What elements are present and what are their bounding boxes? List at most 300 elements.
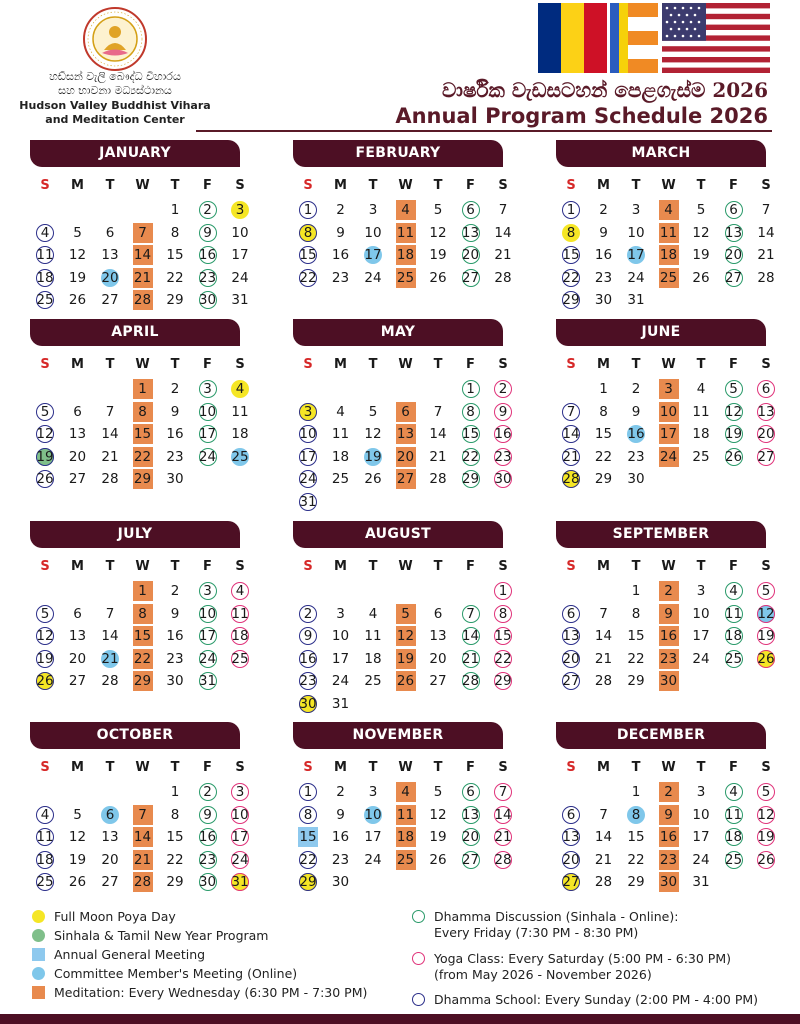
day-number: 20 xyxy=(562,851,580,868)
weekday-header: T xyxy=(696,357,706,372)
weekday-header: T xyxy=(631,760,641,775)
legend-item xyxy=(32,966,297,982)
day-cell xyxy=(488,603,518,625)
day-number: 19 xyxy=(36,650,54,667)
day-cell xyxy=(63,267,93,289)
day-number: 10 xyxy=(198,605,217,622)
day-number: 17 xyxy=(198,628,217,644)
day-number: 9 xyxy=(303,628,313,644)
day-number: 10 xyxy=(627,224,645,241)
day-cell xyxy=(589,423,619,445)
day-number: 28 xyxy=(133,292,152,308)
day-cell xyxy=(686,826,716,848)
day-cell xyxy=(30,222,60,244)
day-number: 26 xyxy=(757,851,775,868)
day-number: 30 xyxy=(166,673,184,689)
day-number: 19 xyxy=(396,650,415,667)
day-cell xyxy=(358,199,388,221)
day-cell xyxy=(391,244,421,266)
day-number: 7 xyxy=(105,605,115,622)
day-cell xyxy=(225,603,255,625)
day-cell xyxy=(95,446,125,468)
day-cell xyxy=(225,826,255,848)
day-cell xyxy=(654,781,684,803)
day-cell xyxy=(225,625,255,647)
day-cell xyxy=(751,378,781,400)
day-number: 12 xyxy=(757,806,775,823)
day-cell xyxy=(488,267,518,289)
day-number: 8 xyxy=(303,806,313,823)
day-number: 28 xyxy=(757,269,775,286)
legend-symbol-lgreen xyxy=(32,929,45,942)
day-cell xyxy=(293,401,323,423)
day-cell xyxy=(391,446,421,468)
day-number: 28 xyxy=(594,673,613,689)
day-number: 2 xyxy=(631,381,641,397)
day-cell xyxy=(589,222,619,244)
day-cell xyxy=(128,648,158,670)
day-cell xyxy=(621,401,651,423)
day-cell xyxy=(751,648,781,670)
day-number: 20 xyxy=(461,247,480,263)
day-cell xyxy=(293,468,323,490)
day-number: 15 xyxy=(166,247,184,263)
month-title: AUGUST xyxy=(293,521,503,548)
day-cell xyxy=(193,781,223,803)
day-cell xyxy=(95,670,125,692)
day-cell xyxy=(293,625,323,647)
day-number: 20 xyxy=(757,426,775,442)
day-cell xyxy=(456,378,486,400)
day-cell xyxy=(225,849,255,871)
day-cell xyxy=(423,423,453,445)
day-cell xyxy=(293,648,323,670)
day-cell xyxy=(488,804,518,826)
weekday-header: T xyxy=(105,559,115,574)
day-number: 21 xyxy=(494,829,512,845)
day-number: 14 xyxy=(757,224,775,241)
day-number: 12 xyxy=(396,628,415,644)
day-cell xyxy=(556,267,586,289)
day-number: 6 xyxy=(433,605,443,622)
day-cell xyxy=(621,781,651,803)
day-number: 24 xyxy=(364,269,382,286)
weekday-header: S xyxy=(498,559,508,574)
day-cell xyxy=(128,289,158,311)
day-cell xyxy=(160,378,190,400)
day-cell xyxy=(621,804,651,826)
weekday-header: T xyxy=(368,559,378,574)
day-number: 17 xyxy=(198,426,217,442)
day-cell xyxy=(160,648,190,670)
day-number: 9 xyxy=(170,605,180,622)
day-cell xyxy=(358,446,388,468)
month-december xyxy=(556,722,775,894)
day-number: 27 xyxy=(562,673,580,689)
day-number: 7 xyxy=(498,202,508,218)
day-cell xyxy=(719,603,749,625)
day-cell xyxy=(358,222,388,244)
day-number: 31 xyxy=(198,673,217,689)
day-cell xyxy=(225,446,255,468)
legend-symbol-yellow xyxy=(32,910,45,923)
day-number: 16 xyxy=(331,829,350,845)
day-number: 3 xyxy=(203,381,212,397)
day-cell xyxy=(63,849,93,871)
day-number: 18 xyxy=(231,628,249,644)
day-cell xyxy=(128,603,158,625)
legend-item xyxy=(32,985,367,1001)
weekday-header: F xyxy=(729,760,738,775)
day-cell xyxy=(556,244,586,266)
day-cell xyxy=(358,625,388,647)
day-cell xyxy=(423,222,453,244)
day-cell xyxy=(326,401,356,423)
weekday-header: T xyxy=(696,178,706,193)
day-number: 27 xyxy=(461,269,480,286)
day-number: 16 xyxy=(198,829,217,845)
day-number: 13 xyxy=(562,628,580,644)
day-cell xyxy=(621,199,651,221)
day-cell xyxy=(751,401,781,423)
weekday-header: F xyxy=(729,357,738,372)
day-cell xyxy=(556,199,586,221)
day-cell xyxy=(225,423,255,445)
day-number: 1 xyxy=(599,381,608,397)
day-cell xyxy=(719,401,749,423)
day-cell xyxy=(423,826,453,848)
day-number: 18 xyxy=(724,628,743,644)
day-number: 25 xyxy=(36,874,54,890)
day-number: 12 xyxy=(429,224,447,241)
day-number: 5 xyxy=(368,403,378,420)
day-cell xyxy=(358,781,388,803)
header-divider xyxy=(196,130,772,132)
day-cell xyxy=(686,804,716,826)
day-cell xyxy=(719,648,749,670)
day-number: 4 xyxy=(696,381,706,397)
day-number: 8 xyxy=(566,224,576,241)
day-number: 22 xyxy=(166,851,184,868)
day-cell xyxy=(589,871,619,893)
day-number: 7 xyxy=(599,806,608,823)
day-cell xyxy=(423,849,453,871)
day-cell xyxy=(556,826,586,848)
day-number: 7 xyxy=(105,403,115,420)
day-number: 7 xyxy=(138,806,147,823)
day-cell xyxy=(358,826,388,848)
day-number: 30 xyxy=(494,471,512,487)
day-number: 17 xyxy=(364,247,382,263)
day-cell xyxy=(128,468,158,490)
day-number: 2 xyxy=(599,202,608,218)
day-cell xyxy=(589,446,619,468)
day-number: 3 xyxy=(336,605,345,622)
day-number: 17 xyxy=(692,628,710,644)
day-cell xyxy=(293,491,323,513)
day-cell xyxy=(654,670,684,692)
day-number: 16 xyxy=(594,247,613,263)
day-cell xyxy=(128,378,158,400)
weekday-header: F xyxy=(203,357,212,372)
day-number: 19 xyxy=(364,448,382,465)
day-number: 25 xyxy=(231,448,249,465)
day-number: 8 xyxy=(631,605,641,622)
day-number: 11 xyxy=(692,403,710,420)
day-number: 22 xyxy=(494,650,512,667)
day-cell xyxy=(488,670,518,692)
day-cell xyxy=(193,199,223,221)
legend-item xyxy=(412,992,758,1008)
day-number: 4 xyxy=(368,605,378,622)
day-number: 4 xyxy=(401,784,410,800)
day-cell xyxy=(556,625,586,647)
day-cell xyxy=(326,826,356,848)
day-cell xyxy=(686,267,716,289)
legend-text: (from May 2026 - November 2026) xyxy=(434,967,652,982)
day-number: 21 xyxy=(429,448,447,465)
day-number: 22 xyxy=(133,650,152,667)
day-number: 12 xyxy=(36,628,54,644)
legend-text: Sinhala & Tamil New Year Program xyxy=(54,928,269,943)
weekday-header: M xyxy=(71,760,84,775)
weekday-header: S xyxy=(235,559,245,574)
day-cell xyxy=(293,603,323,625)
day-number: 9 xyxy=(599,224,608,241)
day-cell xyxy=(751,222,781,244)
day-number: 19 xyxy=(429,829,447,845)
month-grid xyxy=(30,759,249,894)
vihara-logo xyxy=(82,6,148,72)
day-cell xyxy=(193,423,223,445)
legend-text: Meditation: Every Wednesday (6:30 PM - 7:30 PM) xyxy=(54,985,368,1000)
day-number: 20 xyxy=(429,650,447,667)
day-number: 14 xyxy=(429,426,447,442)
day-cell xyxy=(556,289,586,311)
day-number: 17 xyxy=(692,829,710,845)
day-cell xyxy=(488,423,518,445)
day-cell xyxy=(193,804,223,826)
day-number: 13 xyxy=(396,426,415,442)
day-number: 17 xyxy=(364,829,382,845)
day-cell xyxy=(686,378,716,400)
day-number: 4 xyxy=(336,403,345,420)
day-number: 15 xyxy=(461,426,480,442)
legend-text: Yoga Class: Every Saturday (5:00 PM - 6:30 PM) xyxy=(434,951,732,966)
day-number: 3 xyxy=(696,583,706,599)
day-number: 26 xyxy=(429,851,447,868)
weekday-header: F xyxy=(466,760,475,775)
day-cell xyxy=(193,625,223,647)
day-cell xyxy=(326,648,356,670)
day-number: 4 xyxy=(401,202,410,218)
day-number: 19 xyxy=(36,448,54,465)
day-cell xyxy=(358,423,388,445)
day-number: 23 xyxy=(198,851,217,868)
weekday-header: F xyxy=(203,760,212,775)
day-number: 27 xyxy=(101,292,119,308)
day-number: 13 xyxy=(724,224,743,241)
day-cell xyxy=(391,222,421,244)
month-september xyxy=(556,521,775,693)
day-cell xyxy=(556,648,586,670)
day-cell xyxy=(654,267,684,289)
day-cell xyxy=(95,468,125,490)
day-cell xyxy=(30,804,60,826)
day-cell xyxy=(686,849,716,871)
day-cell xyxy=(391,648,421,670)
day-cell xyxy=(589,289,619,311)
weekday-header: T xyxy=(433,760,443,775)
day-number: 14 xyxy=(133,247,152,263)
day-number: 18 xyxy=(396,829,415,845)
weekday-header: M xyxy=(597,760,610,775)
day-cell xyxy=(456,446,486,468)
day-number: 2 xyxy=(664,583,673,599)
day-number: 1 xyxy=(170,784,180,800)
day-number: 1 xyxy=(303,202,313,218)
day-cell xyxy=(686,625,716,647)
day-cell xyxy=(423,401,453,423)
day-number: 14 xyxy=(133,829,152,845)
day-cell xyxy=(160,199,190,221)
weekday-header: M xyxy=(334,760,347,775)
day-number: 21 xyxy=(562,448,580,465)
day-cell xyxy=(686,244,716,266)
day-cell xyxy=(63,423,93,445)
day-number: 19 xyxy=(692,247,710,263)
day-number: 28 xyxy=(494,269,512,286)
day-number: 17 xyxy=(627,247,645,263)
day-cell xyxy=(719,423,749,445)
day-number: 9 xyxy=(631,403,641,420)
day-cell xyxy=(488,222,518,244)
day-number: 31 xyxy=(331,695,350,712)
day-cell xyxy=(63,468,93,490)
day-number: 24 xyxy=(627,269,645,286)
legend-text: Every Friday (7:30 PM - 8:30 PM) xyxy=(434,925,639,940)
day-number: 23 xyxy=(166,650,184,667)
day-number: 13 xyxy=(101,247,119,263)
day-number: 22 xyxy=(299,851,317,868)
legend-symbol-blue xyxy=(32,967,45,980)
day-number: 26 xyxy=(68,292,87,308)
day-number: 25 xyxy=(396,269,415,286)
legend-text: Dhamma Discussion (Sinhala - Online): xyxy=(434,909,679,924)
day-number: 24 xyxy=(231,851,249,868)
weekday-header: S xyxy=(761,760,771,775)
day-number: 27 xyxy=(757,448,775,465)
day-number: 1 xyxy=(466,381,475,397)
day-cell xyxy=(326,670,356,692)
day-cell xyxy=(686,199,716,221)
day-number: 11 xyxy=(231,403,249,420)
day-cell xyxy=(391,804,421,826)
weekday-header: T xyxy=(433,357,443,372)
day-cell xyxy=(63,670,93,692)
day-cell xyxy=(654,423,684,445)
weekday-header: S xyxy=(566,559,576,574)
org-name-sinhala-1: හඩ්සන් වැලි බෞද්ධ විහාරය xyxy=(49,70,181,83)
weekday-header: S xyxy=(761,357,771,372)
weekday-header: T xyxy=(631,178,641,193)
day-cell xyxy=(654,401,684,423)
month-title: DECEMBER xyxy=(556,722,766,749)
day-cell xyxy=(128,804,158,826)
day-cell xyxy=(95,849,125,871)
day-number: 21 xyxy=(494,247,512,263)
day-cell xyxy=(193,289,223,311)
weekday-header: S xyxy=(566,178,576,193)
day-cell xyxy=(456,625,486,647)
day-number: 21 xyxy=(101,650,119,667)
day-number: 15 xyxy=(562,247,580,263)
day-cell xyxy=(654,244,684,266)
day-cell xyxy=(193,648,223,670)
weekday-header: T xyxy=(170,760,180,775)
day-cell xyxy=(751,781,781,803)
day-number: 12 xyxy=(724,403,743,420)
day-number: 5 xyxy=(73,806,82,823)
day-cell xyxy=(160,871,190,893)
legend-text: Dhamma School: Every Sunday (2:00 PM - 4:00 PM) xyxy=(434,992,759,1007)
day-cell xyxy=(456,222,486,244)
day-number: 18 xyxy=(364,650,382,667)
day-number: 6 xyxy=(105,224,115,241)
day-cell xyxy=(95,826,125,848)
day-cell xyxy=(293,446,323,468)
day-cell xyxy=(160,267,190,289)
day-number: 24 xyxy=(231,269,249,286)
day-number: 19 xyxy=(429,247,447,263)
weekday-header: S xyxy=(40,178,50,193)
day-number: 9 xyxy=(203,806,212,823)
day-cell xyxy=(654,625,684,647)
day-cell xyxy=(589,244,619,266)
day-number: 30 xyxy=(166,471,184,487)
day-cell xyxy=(556,603,586,625)
day-cell xyxy=(488,625,518,647)
weekday-header: S xyxy=(235,178,245,193)
day-cell xyxy=(160,849,190,871)
day-cell xyxy=(193,378,223,400)
day-number: 5 xyxy=(40,403,50,420)
weekday-header: T xyxy=(170,357,180,372)
month-june xyxy=(556,319,775,491)
day-number: 8 xyxy=(599,403,608,420)
day-number: 13 xyxy=(429,628,447,644)
day-number: 11 xyxy=(331,426,350,442)
day-cell xyxy=(751,625,781,647)
day-cell xyxy=(589,804,619,826)
day-number: 2 xyxy=(203,784,212,800)
day-cell xyxy=(63,625,93,647)
weekday-header: S xyxy=(40,760,50,775)
weekday-header: S xyxy=(761,559,771,574)
day-number: 5 xyxy=(73,224,82,241)
day-cell xyxy=(488,401,518,423)
day-number: 2 xyxy=(498,381,508,397)
day-cell xyxy=(128,222,158,244)
day-number: 27 xyxy=(396,471,415,487)
day-number: 9 xyxy=(170,403,180,420)
day-number: 13 xyxy=(461,806,480,823)
day-number: 18 xyxy=(231,426,249,442)
day-number: 10 xyxy=(231,224,249,241)
day-cell xyxy=(358,603,388,625)
day-number: 19 xyxy=(68,269,87,286)
day-number: 25 xyxy=(36,292,54,308)
